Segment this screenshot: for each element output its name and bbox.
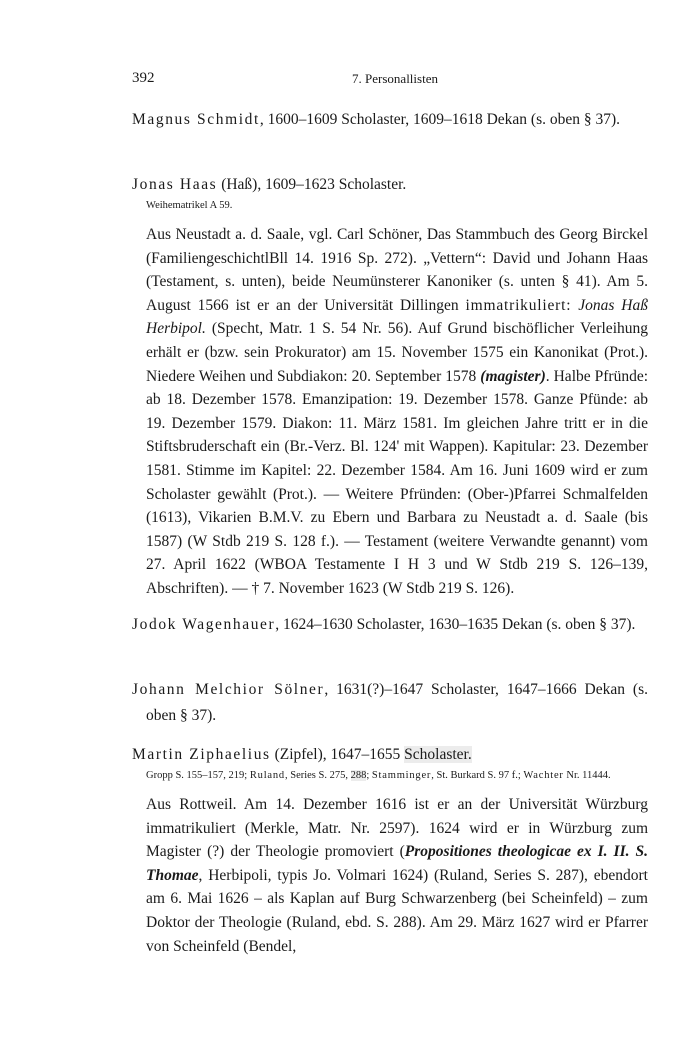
text-run: immatrikuliert: (465, 296, 572, 314)
author-name: Stamminger (371, 770, 432, 781)
entry-heading (132, 677, 648, 729)
entry-magnus-schmidt (132, 107, 648, 133)
author-name: Ruland (249, 770, 285, 781)
biography-paragraph (132, 793, 648, 958)
text-run: Nr. 11444. (563, 770, 611, 781)
entry-jonas-haas (132, 172, 648, 601)
entry-summary: , 1600–1609 Scholaster, 1609–1618 Dekan (s. oben § 37). (259, 111, 621, 128)
entry-heading (132, 612, 648, 638)
entry-summary: , 1631(?)–1647 Scholaster, 1647–1666 Dekan (s. oben § 37). (146, 681, 648, 724)
source-reference (132, 769, 648, 783)
person-name: Johann Melchior Sölner (132, 681, 325, 698)
entry-summary: , 1624–1630 Scholaster, 1630–1635 Dekan (s. oben § 37). (275, 616, 636, 633)
page-number: 392 (132, 70, 155, 86)
entry-heading (132, 107, 648, 133)
entry-summary: (Haß), 1609–1623 Scholaster. (217, 176, 407, 193)
text-run: . Halbe Pfründe: ab 18. Dezember 1578. Emanzipation: 19. Dezember 1578. Ganze Pfünde: ab 19. Dezember 1579. Diakon: 11. März 1581. Im gleichen Jahre tritt er in die Stiftsbruderschaft ein (Br.-Verz. Bl. 124' mit Wappen). Kapitular: 23. Dezember 1581. Stimme im Kapitel: 22. Dezember 1584. Am 16. Juni 1609 wird er zum Scholaster gewählt (Prot.). — Weitere Pfründen: (Ober-)Pfarrei Schmalfelden (1613), Vikarien B.M.V. zu Ebern und Barbara zu Neustadt a. d. Saale (bis 1587) (W Stdb 219 S. 128 f.). — Testament (weitere Verwandte genannt) vom 27. April 1622 (WBOA Testamente I H 3 und W Stdb 219 S. 126–139, Abschriften). — † 7. November 1623 (W Stdb 219 S. 126). (146, 367, 649, 597)
italic-citation: Jonas Haß Herbipol. (146, 296, 649, 338)
biography-paragraph (132, 223, 648, 601)
italic-bold-term: (magister) (480, 367, 546, 385)
entry-martin-ziphaelius (132, 742, 648, 958)
italic-bold-title: Propositiones theologicae ex I. II. S. Thomae (146, 843, 648, 884)
entry-johann-melchior-soelner (132, 677, 648, 729)
text-run: Gropp S. 155–157, 219; (146, 770, 250, 781)
text-run: Aus Neustadt a. d. Saale, vgl. Carl Schöner, Das Stammbuch des Georg Birckel (FamiliengeschichtlBll 14. 1916 Sp. 272). „Vettern“: David und Johann Haas (Testament, s. unten), beide Neumünsterer Kanoniker (s. unten § 41). Am 5. August 1566 ist er an der Universität Dillingen (146, 226, 648, 314)
author-name: Wachter (523, 770, 564, 781)
running-head: 7. Personallisten (352, 71, 438, 86)
text-run: , St. Burkard S. 97 f.; (431, 770, 524, 781)
text-run: Aus Rottweil. Am 14. Dezember 1616 ist er an der Universität Würzburg immatrikuliert (Merkle, Matr. Nr. 2597). 1624 wird er in Würzburg zum Magister (?) der Theologie promoviert ( (146, 796, 648, 861)
highlighted-text: 288 (350, 770, 367, 781)
entry-jodok-wagenhauer (132, 612, 648, 638)
text-run: , Series S. 275, (284, 770, 351, 781)
highlighted-text: Scholaster. (404, 746, 472, 763)
person-name: Jonas Haas (132, 176, 218, 193)
text-run: , Herbipoli, typis Jo. Volmari 1624) (Ruland, Series S. 287), ebendort am 6. Mai 1626 – als Kaplan auf Burg Schwarzenberg (bei Scheinfeld) – zum Doktor der Theologie (Ruland, ebd. S. 288). Am 29. März 1627 wird er Pfarrer von Scheinfeld (Bendel, (146, 866, 648, 955)
person-name: Jodok Wagenhauer (132, 616, 276, 633)
text-run: ; (366, 770, 372, 781)
person-name: Magnus Schmidt (132, 111, 260, 128)
entry-heading (132, 172, 648, 198)
person-name: Martin Ziphaelius (132, 746, 271, 763)
entry-heading (132, 742, 648, 768)
page-header (132, 70, 648, 90)
entry-summary: (Zipfel), 1647–1655 (270, 746, 405, 763)
text-run: (Specht, Matr. 1 S. 54 Nr. 56). Auf Grund bischöflicher Verleihung erhält er (bzw. sein Prokurator) am 15. November 1575 ein Kanonikat (Prot.). Niedere Weihen und Subdiakon: 20. September 1578 (146, 320, 648, 385)
source-reference: Weihematrikel A 59. (146, 200, 233, 211)
